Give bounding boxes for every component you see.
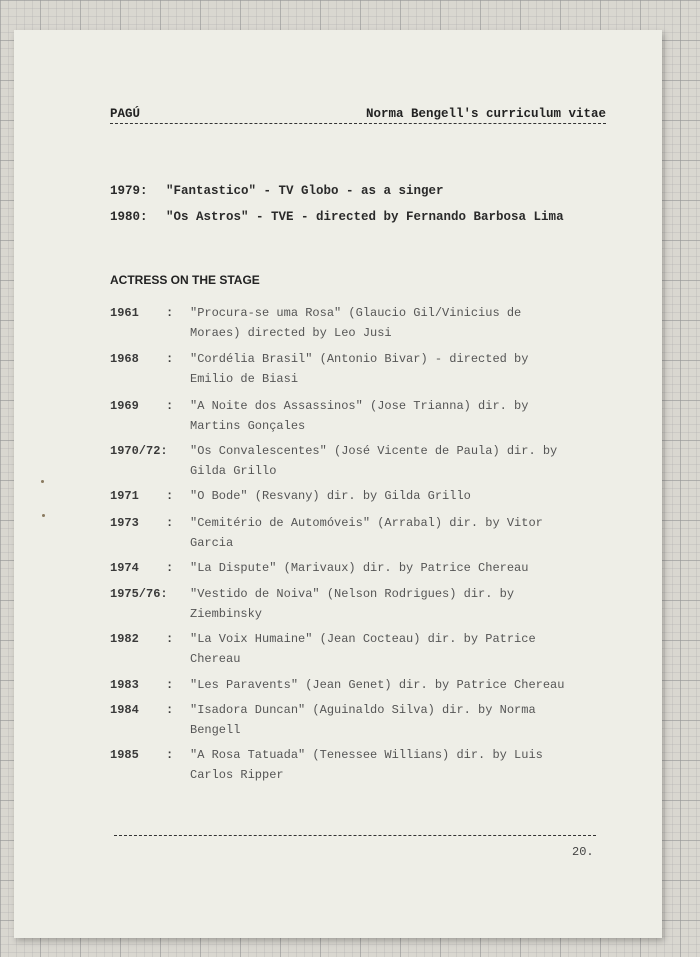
entry-line: "Isadora Duncan" (Aguinaldo Silva) dir. by Norma [190,703,536,717]
entry-text [190,745,610,785]
entry-colon: : [166,516,174,530]
entry-colon: : [166,489,174,503]
entry-text [190,629,610,669]
tv-entry-text: "Os Astros" - TVE - directed by Fernando Barbosa Lima [166,210,564,224]
entry-text [190,558,610,578]
entry-year: 1985 [110,748,139,762]
entry-colon: : [166,561,174,575]
entry-text [190,675,610,695]
tv-entry-year: 1979: [110,184,148,198]
entry-colon: : [166,306,174,320]
entry-text [190,513,610,553]
entry-text [190,349,610,389]
document-page [14,30,662,938]
entry-line: Carlos Ripper [190,768,284,782]
entry-text [190,486,610,506]
entry-text [190,441,610,481]
entry-year: 1971 [110,489,139,503]
entry-text [190,584,610,624]
entry-year: 1961 [110,306,139,320]
entry-year: 1970/72: [110,444,168,458]
entry-line: "A Rosa Tatuada" (Tenessee Willians) dir. by Luis [190,748,543,762]
entry-line: Emilio de Biasi [190,372,299,386]
entry-line: "Cemitério de Automóveis" (Arrabal) dir. by Vitor [190,516,543,530]
entry-colon: : [166,352,174,366]
page-header [110,105,606,124]
entry-year: 1984 [110,703,139,717]
entry-line: "La Voix Humaine" (Jean Cocteau) dir. by Patrice [190,632,536,646]
entry-line: "Vestido de Noiva" (Nelson Rodrigues) dir. by [190,587,515,601]
entry-year: 1969 [110,399,139,413]
entry-line: "O Bode" (Resvany) dir. by Gilda Grillo [190,489,471,503]
entry-year: 1974 [110,561,139,575]
entry-line: Garcia [190,536,234,550]
entry-line: "Cordélia Brasil" (Antonio Bivar) - directed by [190,352,529,366]
entry-line: Ziembinsky [190,607,263,621]
entry-year: 1982 [110,632,139,646]
header-title-left: PAGÚ [110,107,141,121]
entry-text [190,396,610,436]
entry-line: "Procura-se uma Rosa" (Glaucio Gil/Vinicius de [190,306,522,320]
entry-colon: : [166,632,174,646]
tv-entry [110,184,444,198]
entry-line: "La Dispute" (Marivaux) dir. by Patrice Chereau [190,561,529,575]
entry-colon: : [166,678,174,692]
entry-year: 1973 [110,516,139,530]
entry-line: Martins Gonçales [190,419,306,433]
entry-year: 1983 [110,678,139,692]
header-title-right: Norma Bengell's curriculum vitae [365,107,606,121]
entry-line: Moraes) directed by Leo Jusi [190,326,392,340]
entry-line: Gilda Grillo [190,464,277,478]
page-number: 20. [572,845,594,859]
punch-mark [41,480,44,483]
entry-year: 1975/76: [110,587,168,601]
tv-entry [110,210,564,224]
entry-text [190,700,610,740]
section-title: ACTRESS ON THE STAGE [110,273,260,287]
entry-line: Chereau [190,652,241,666]
entry-line: "A Noite dos Assassinos" (Jose Trianna) dir. by [190,399,529,413]
entry-year: 1968 [110,352,139,366]
tv-entry-year: 1980: [110,210,148,224]
entry-line: "Os Convalescentes" (José Vicente de Paula) dir. by [190,444,558,458]
entry-colon: : [166,703,174,717]
entry-colon: : [166,748,174,762]
entry-line: "Les Paravents" (Jean Genet) dir. by Patrice Chereau [190,678,565,692]
punch-mark [42,514,45,517]
entry-colon: : [166,399,174,413]
footer-divider [114,835,596,836]
tv-entry-text: "Fantastico" - TV Globo - as a singer [166,184,444,198]
entry-line: Bengell [190,723,241,737]
entry-text [190,303,610,343]
